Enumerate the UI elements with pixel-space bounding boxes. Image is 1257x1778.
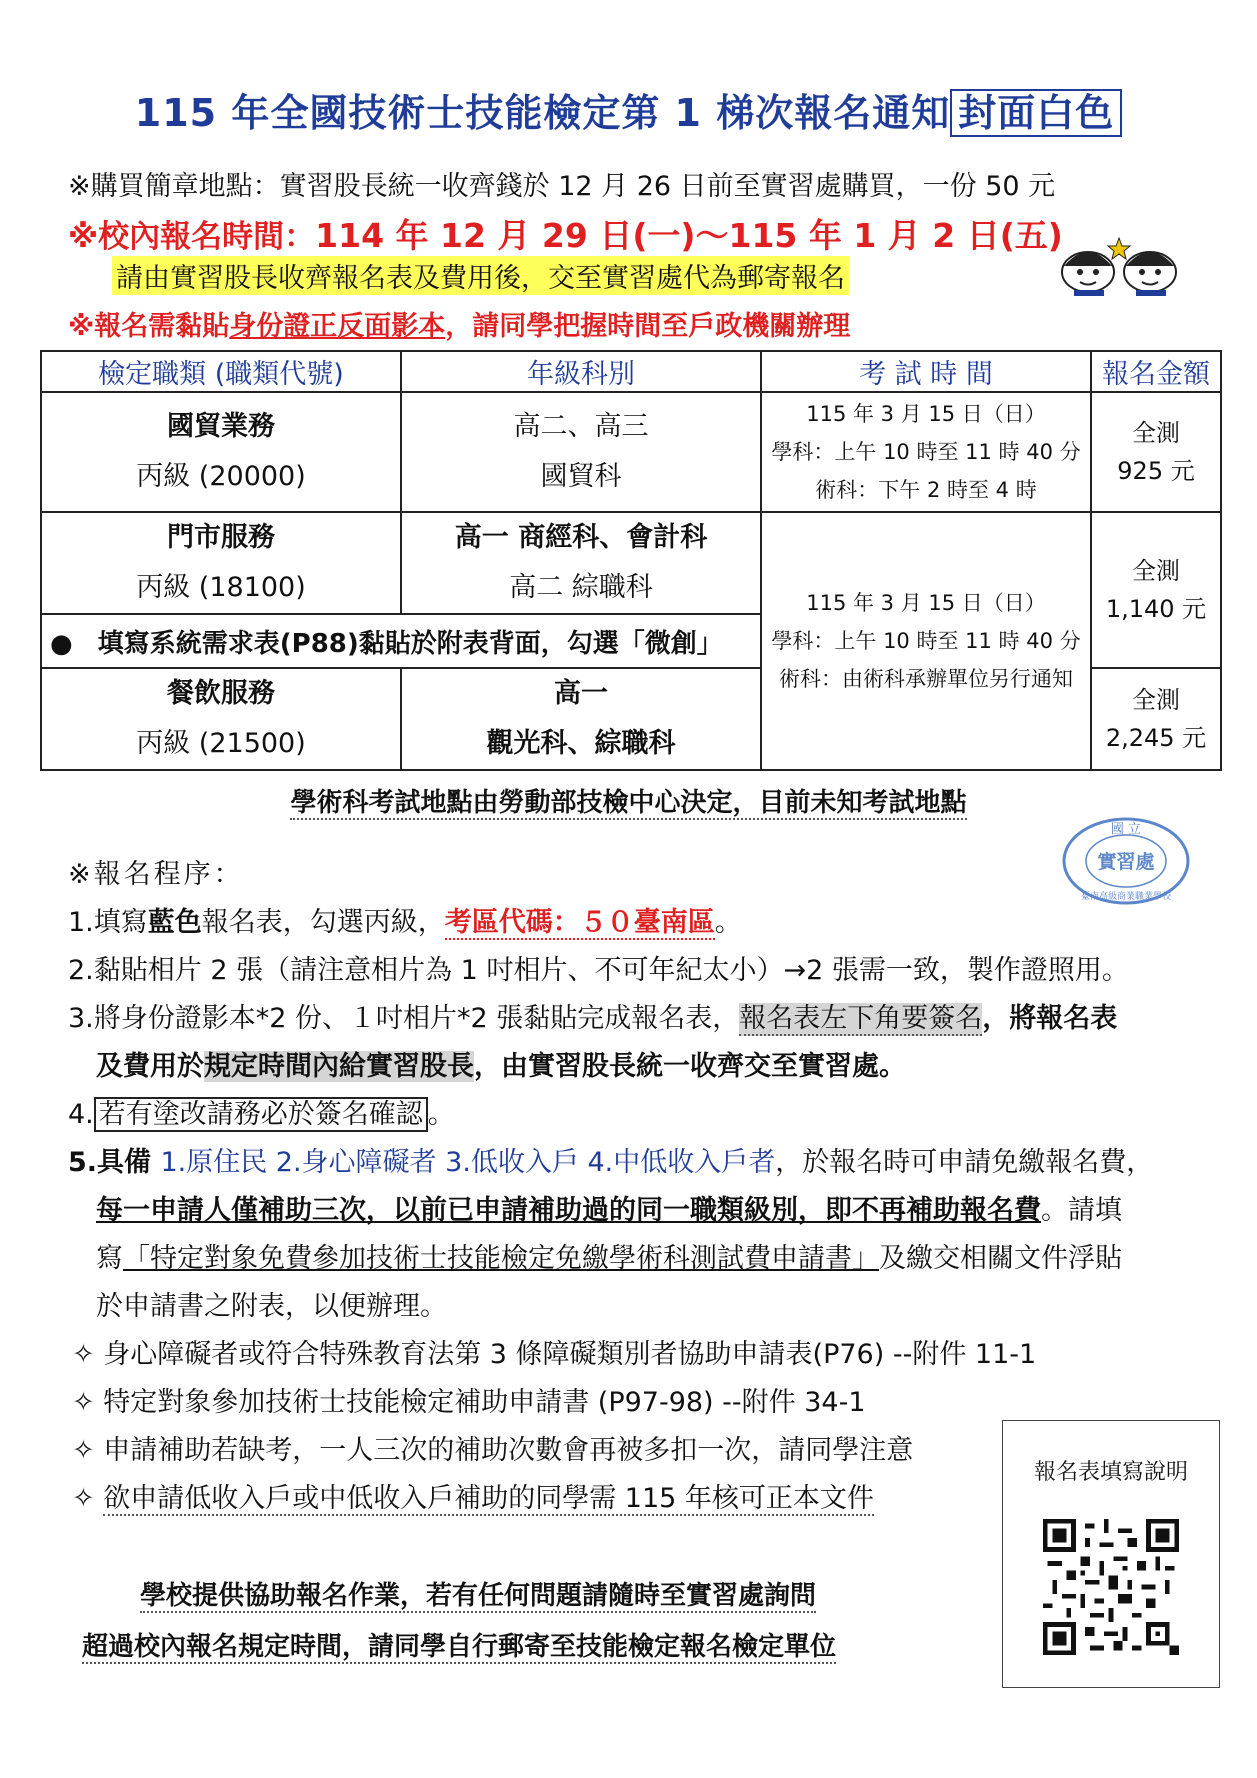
cartoon-characters-icon xyxy=(1058,232,1182,296)
grade-line: 觀光科、綜職科 xyxy=(486,728,676,759)
procedure-step-5 xyxy=(68,1140,1153,1179)
list-item: ✧ 特定對象參加技術士技能檢定補助申請書 (P97-98) --附件 34-1 xyxy=(72,1387,866,1418)
list-item xyxy=(72,1476,874,1515)
title-main: 115 年全國技術士技能檢定第 1 梯次報名通知 xyxy=(134,91,951,135)
application-form-name: 「特定對象免費參加技術士技能檢定免繳學術科測試費申請書」 xyxy=(123,1243,879,1274)
grade-line: 高二、高三 xyxy=(513,411,649,442)
job-code: 丙級 (18100) xyxy=(136,572,306,603)
fee-amount: 1,140 元 xyxy=(1105,595,1207,623)
qr-code-icon[interactable] xyxy=(1043,1519,1179,1655)
table-note-text: 填寫系統需求表(P88)黏貼於附表背面，勾選「微創」 xyxy=(97,628,723,659)
procedure-step-5-cont xyxy=(96,1236,1122,1275)
seal-top-text: 國 立 xyxy=(1110,822,1142,837)
seal-center-text: 實習處 xyxy=(1097,851,1155,873)
id-note-prefix: ※報名需黏貼 xyxy=(68,311,230,342)
step-text: 報名表，勾選丙級， xyxy=(201,907,445,938)
grade-line: 高一 商經科、會計科 xyxy=(454,522,708,553)
step-text: 寫 xyxy=(96,1243,123,1274)
time-line: 術科：由術科承辦單位另行通知 xyxy=(779,667,1073,691)
qr-label: 報名表填寫說明 xyxy=(1033,1460,1188,1485)
step-text: 及繳交相關文件浮貼 xyxy=(879,1243,1122,1274)
procedure-step-3-cont xyxy=(96,1044,906,1083)
step-text: 3.將身份證影本*2 份、１吋相片*2 張黏貼完成報名表， xyxy=(68,1003,740,1034)
job-cell xyxy=(41,668,401,770)
step-text: 。 xyxy=(427,1099,455,1130)
procedure-step-1 xyxy=(68,900,742,939)
table-header-cell: 年級科別 xyxy=(401,351,761,392)
step-highlight: 規定時間內給實習股長 xyxy=(204,1051,474,1082)
school-registration-period xyxy=(68,210,1063,257)
fee-cell xyxy=(1091,512,1221,668)
time-cell xyxy=(761,392,1091,512)
time-line: 術科：下午 2 時至 4 時 xyxy=(815,478,1037,502)
grade-line: 高二 綜職科 xyxy=(509,572,653,603)
step-text-bold: ，將報名表 xyxy=(982,1003,1118,1034)
procedure-step-4 xyxy=(68,1092,455,1131)
table-header-cell: 報名金額 xyxy=(1091,351,1221,392)
procedure-step-5-cont: 於申請書之附表，以便辦理。 xyxy=(96,1291,447,1322)
fee-amount: 925 元 xyxy=(1117,457,1195,485)
step-text: 。 xyxy=(714,907,742,938)
step-text-bold: 5.具備 xyxy=(68,1147,161,1178)
title-boxed-note: 封面白色 xyxy=(950,89,1122,137)
procedure-heading: ※報名程序： xyxy=(68,859,244,890)
footer-text: 超過校內報名規定時間，請同學自行郵寄至技能檢定報名檢定單位 xyxy=(82,1632,837,1662)
page-title xyxy=(0,82,1257,137)
grade-cell xyxy=(401,512,761,614)
grade-line: 高一 xyxy=(554,678,608,709)
step-text: ，於報名時可申請免繳報名費， xyxy=(775,1147,1154,1178)
id-copy-note xyxy=(68,304,850,343)
procedure-step-5-cont xyxy=(96,1188,1122,1227)
school-period-dates: 114 年 12 月 29 日(一)～115 年 1 月 2 日(五) xyxy=(315,216,1063,255)
time-line: 115 年 3 月 15 日（日） xyxy=(806,591,1046,615)
fee-label: 全測 xyxy=(1132,686,1180,714)
grade-cell xyxy=(401,392,761,512)
list-item: ✧ 申請補助若缺考，一人三次的補助次數會再被多扣一次，請同學注意 xyxy=(72,1435,914,1466)
step-text: 。請填 xyxy=(1041,1195,1122,1226)
id-note-underlined: 身份證正反面影本 xyxy=(229,311,446,342)
step-boxed: 若有塗改請務必於簽名確認 xyxy=(94,1097,428,1132)
step-text-bold: 藍色 xyxy=(147,907,202,938)
footer-line-1 xyxy=(140,1575,816,1612)
grade-line: 國貿科 xyxy=(540,461,622,492)
school-seal-icon xyxy=(1060,815,1192,907)
table-header-row xyxy=(41,351,1221,392)
fee-label: 全測 xyxy=(1132,419,1180,447)
time-line: 學科：上午 10 時至 11 時 40 分 xyxy=(771,440,1081,464)
procedure-step-2: 2.黏貼相片 2 張（請注意相片為 1 吋相片、不可年紀太小）→2 張需一致，製作證照用。 xyxy=(68,955,1129,986)
table-row xyxy=(41,392,1221,512)
table-row xyxy=(41,512,1221,614)
footer-text: 學校提供協助報名作業，若有任何問題請隨時至實習處詢問 xyxy=(140,1581,817,1611)
procedure-step-3 xyxy=(68,996,1117,1035)
fee-label: 全測 xyxy=(1132,557,1180,585)
list-item-text: 欲申請低收入戶或中低收入戶補助的同學需 115 年核可正本文件 xyxy=(103,1483,874,1514)
exam-location-text: 學術科考試地點由勞動部技檢中心決定，目前未知考試地點 xyxy=(290,788,967,818)
school-period-label: ※校內報名時間： xyxy=(68,219,316,255)
step-text: 4. xyxy=(68,1099,94,1130)
bullet-icon: ✧ xyxy=(72,1483,104,1514)
step-text: 1.填寫 xyxy=(68,907,148,938)
table-header-cell: 檢定職類 (職類代號) xyxy=(41,351,401,392)
time-line: 學科：上午 10 時至 11 時 40 分 xyxy=(771,629,1081,653)
footer-line-2 xyxy=(82,1626,836,1663)
job-cell xyxy=(41,512,401,614)
time-cell-shared xyxy=(761,512,1091,770)
step-text-bold: ，由實習股長統一收齊交至實習處。 xyxy=(474,1051,906,1082)
fee-cell xyxy=(1091,392,1221,512)
job-code: 丙級 (21500) xyxy=(136,728,306,759)
subsidy-limit-note: 每一申請人僅補助三次，以前已申請補助過的同一職類級別，即不再補助報名費 xyxy=(96,1195,1041,1226)
seal-ring-text: 臺南高級商業職業學校 xyxy=(1080,892,1172,902)
grade-cell xyxy=(401,668,761,770)
id-note-suffix: ，請同學把握時間至戶政機關辦理 xyxy=(445,311,851,342)
job-name: 門市服務 xyxy=(167,522,275,553)
qr-panel xyxy=(1002,1420,1220,1688)
table-note-cell xyxy=(41,614,761,668)
exam-location-note xyxy=(0,782,1257,819)
exam-area-code: 考區代碼：５０臺南區 xyxy=(444,907,715,938)
collect-note: 請由實習股長收齊報名表及費用後，交至實習處代為郵寄報名 xyxy=(112,256,849,295)
purchase-note: ※購買簡章地點：實習股長統一收齊錢於 12 月 26 日前至實習處購買，一份 50 元 xyxy=(68,171,1056,202)
step-text-bold: 及費用於 xyxy=(96,1051,204,1082)
exam-table xyxy=(40,350,1222,771)
bullet-dot-icon: ● xyxy=(50,628,73,659)
fee-cell xyxy=(1091,668,1221,770)
job-name: 國貿業務 xyxy=(167,411,275,442)
eligible-groups: 1.原住民 2.身心障礙者 3.低收入戶 4.中低收入戶者 xyxy=(160,1147,776,1178)
time-line: 115 年 3 月 15 日（日） xyxy=(806,402,1046,426)
job-code: 丙級 (20000) xyxy=(136,461,306,492)
fee-amount: 2,245 元 xyxy=(1105,724,1207,752)
job-name: 餐飲服務 xyxy=(167,678,275,709)
job-cell xyxy=(41,392,401,512)
step-highlight: 報名表左下角要簽名 xyxy=(739,1003,983,1034)
list-item: ✧ 身心障礙者或符合特殊教育法第 3 條障礙類別者協助申請表(P76) --附件 11-1 xyxy=(72,1339,1037,1370)
table-header-cell: 考 試 時 間 xyxy=(761,351,1091,392)
